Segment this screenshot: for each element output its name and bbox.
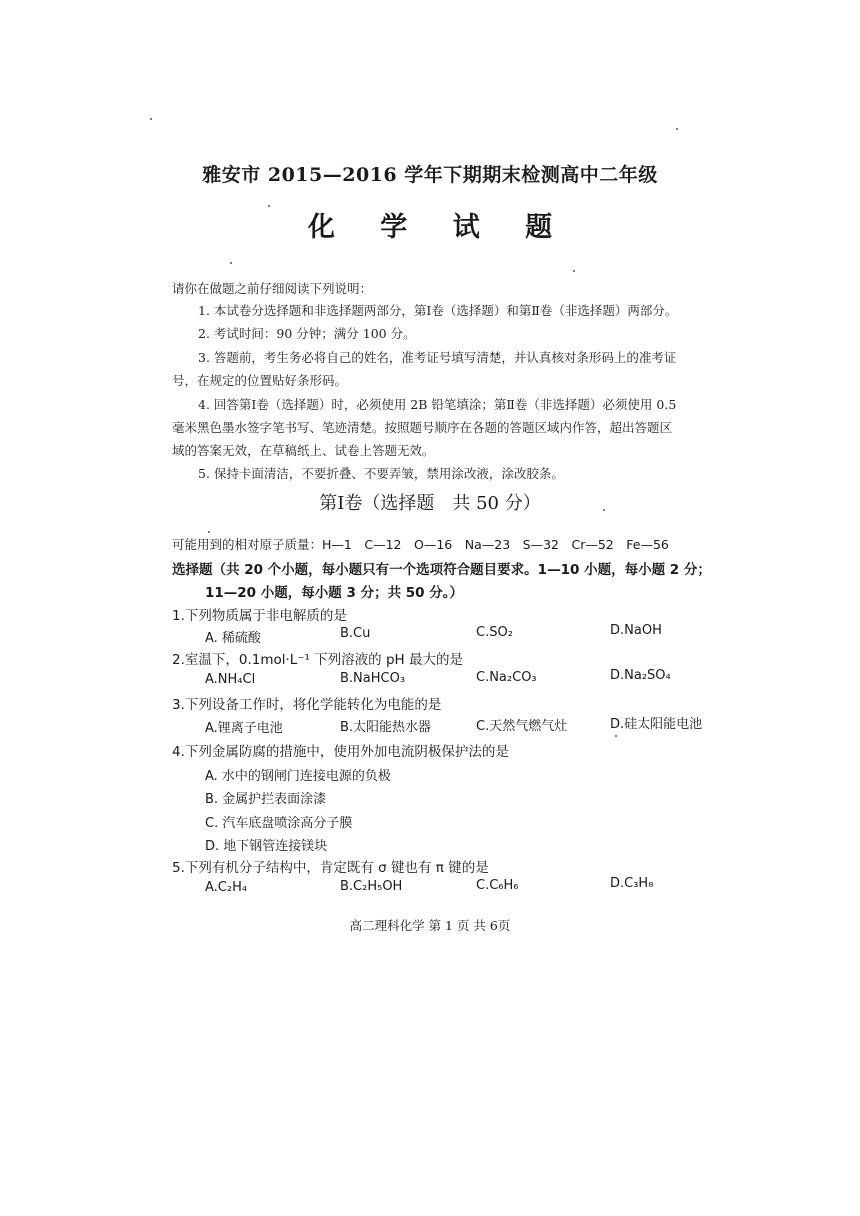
instruction-line: 4. 回答第Ⅰ卷（选择题）时，必须使用 2B 铅笔填涂；第Ⅱ卷（非选择题）必须使用 0.5 bbox=[198, 397, 677, 412]
instruction-line: 毫米黑色墨水签字笔书写、笔迹清楚。按照题号顺序在各题的答题区域内作答，超出答题区 bbox=[172, 420, 673, 435]
answer-option: D. 地下钢管连接镁块 bbox=[205, 839, 328, 854]
answer-option: B.Cu bbox=[340, 626, 371, 641]
page-footer: 高二理科化学 第 1 页 共 6页 bbox=[349, 918, 511, 933]
answer-option: D.C₃H₈ bbox=[610, 876, 654, 891]
question-stem: 3.下列设备工作时，将化学能转化为电能的是 bbox=[172, 697, 442, 713]
answer-option: A. 稀硫酸 bbox=[205, 631, 261, 646]
exam-subject-title: 化 学 试 题 bbox=[307, 212, 571, 243]
answer-option: B.太阳能热水器 bbox=[340, 720, 432, 735]
question-stem: 2.室温下，0.1mol·L⁻¹ 下列溶液的 pH 最大的是 bbox=[172, 652, 463, 668]
answer-option: C.Na₂CO₃ bbox=[476, 670, 537, 685]
instruction-line: 域的答案无效，在草稿纸上、试卷上答题无效。 bbox=[172, 443, 435, 458]
instruction-line: 2. 考试时间：90 分钟；满分 100 分。 bbox=[198, 326, 416, 341]
instruction-line: 号，在规定的位置贴好条形码。 bbox=[172, 373, 348, 388]
answer-option: C.天然气燃气灶 bbox=[476, 719, 568, 734]
scan-speck bbox=[150, 118, 152, 120]
answer-option: A.锂离子电池 bbox=[205, 721, 283, 736]
scan-speck bbox=[573, 270, 575, 272]
atomic-masses-line: 可能用到的相对原子质量：H—1 C—12 O—16 Na—23 S—32 Cr—52 Fe—56 bbox=[172, 537, 669, 552]
answer-option: C.SO₂ bbox=[476, 625, 513, 640]
question-stem: 1.下列物质属于非电解质的是 bbox=[172, 608, 347, 624]
scan-speck bbox=[230, 262, 232, 264]
scan-speck bbox=[615, 735, 617, 737]
answer-option: D.NaOH bbox=[610, 623, 662, 638]
instructions-intro: 请你在做题之前仔细阅读下列说明： bbox=[172, 281, 373, 296]
section-heading: 第Ⅰ卷（选择题 共 50 分） bbox=[319, 493, 541, 514]
answer-option: B.NaHCO₃ bbox=[340, 671, 406, 686]
answer-option: B.C₂H₅OH bbox=[340, 879, 403, 894]
answer-option: B. 金属护拦表面涂漆 bbox=[205, 792, 327, 807]
question-stem: 5.下列有机分子结构中，肯定既有 σ 键也有 π 键的是 bbox=[172, 860, 489, 876]
exam-title: 雅安市 2015—2016 学年下期期末检测高中二年级 bbox=[202, 164, 658, 186]
answer-option: D.硅太阳能电池 bbox=[610, 717, 703, 732]
answer-option: C.C₆H₆ bbox=[476, 878, 519, 893]
instruction-line: 1. 本试卷分选择题和非选择题两部分，第Ⅰ卷（选择题）和第Ⅱ卷（非选择题）两部分。 bbox=[198, 303, 678, 318]
instruction-line: 5. 保持卡面清洁，不要折叠、不要弄皱，禁用涂改液，涂改胶条。 bbox=[198, 466, 564, 481]
question-stem: 4.下列金属防腐的措施中，使用外加电流阴极保护法的是 bbox=[172, 744, 509, 760]
answer-option: A. 水中的钢闸门连接电源的负极 bbox=[205, 769, 391, 784]
answer-option: C. 汽车底盘喷涂高分子膜 bbox=[205, 816, 353, 831]
scan-speck bbox=[676, 128, 678, 130]
answer-option: A.NH₄Cl bbox=[205, 672, 256, 687]
answer-option: A.C₂H₄ bbox=[205, 880, 248, 895]
instruction-line: 3. 答题前，考生务必将自己的姓名，准考证号填写清楚，并认真核对条形码上的准考证 bbox=[198, 350, 677, 365]
section-rules-line: 选择题（共 20 个小题，每小题只有一个选项符合题目要求。1—10 小题，每小题 2 分； bbox=[172, 562, 711, 578]
scan-speck bbox=[208, 531, 210, 533]
answer-option: D.Na₂SO₄ bbox=[610, 668, 671, 683]
section-rules-line: 11—20 小题，每小题 3 分；共 50 分。） bbox=[205, 585, 464, 601]
